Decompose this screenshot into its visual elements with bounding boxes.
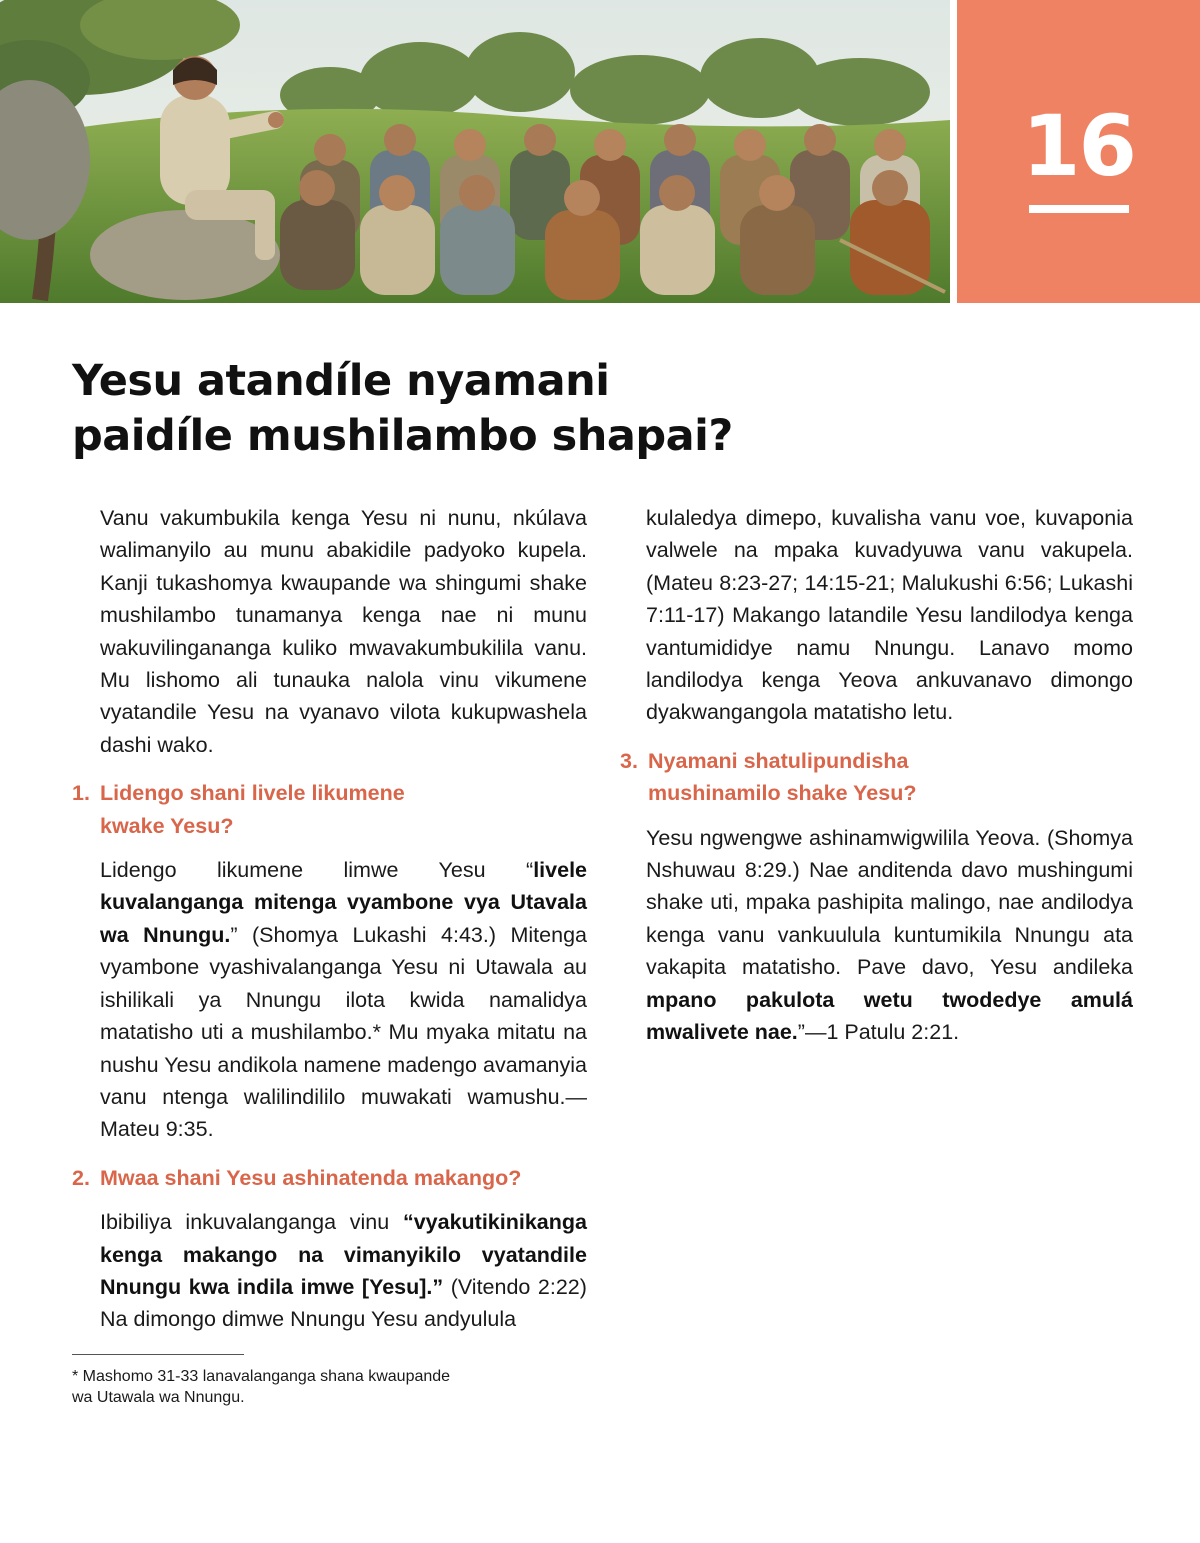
left-column [72,502,587,1336]
page-title [72,354,932,464]
section-1-paragraph [100,854,587,1146]
question-2-number: 2. [72,1165,90,1190]
footnote-line-1: * Mashomo 31-33 lanavalanganga shana kwaupande [72,1368,451,1385]
section-1-text-b: ” (Shomya Lukashi 4:43.) Mitenga vyambone vyashivalanganga Yesu ni Utawala au ishilikali ya Nnungu ilota kwida namalidya matatisho uti a mushilambo.* Mu myaka mitatu na nushu Yesu andikola namene madengo avamanyia vanu ntenga walilindililo muwakati wamushu.—Mateu 9:35. [100,922,587,1142]
question-3-number: 3. [620,748,638,773]
question-3-line-2: mushinamilo shake Yesu? [648,781,917,806]
hero-photo [0,0,950,303]
lesson-number: 16 [1022,97,1135,195]
footnote-divider [72,1354,244,1355]
lesson-number-underline [1029,205,1129,213]
question-3-line-1: Nyamani shatulipundisha [648,748,909,773]
right-column [620,502,1133,1049]
lesson-number-badge [957,0,1200,303]
section-3-text-bold: mpano pakulota wetu twodedye amulá mwalivete nae. [646,987,1133,1045]
question-2 [72,1162,587,1194]
section-3-paragraph [646,822,1133,1049]
section-3-text-a: Yesu ngwengwe ashinamwigwilila Yeova. (Shomya Nshuwau 8:29.) Nae anditenda davo mushingumi shake uti, mpaka pashipita malingo, nae andilodya kenga vanu vankuulula kuntumikila Nnungu ata vakapita matatisho. Pave davo, Yesu andileka [646,825,1133,980]
page-title-line-1: Yesu atandíle nyamani [72,356,610,406]
question-2-text: Mwaa shani Yesu ashinatenda makango? [100,1165,522,1190]
question-1-line-1: Lidengo shani livele likumene [100,781,405,806]
footnote-line-2: wa Utawala wa Nnungu. [72,1389,245,1406]
footnote [72,1366,532,1408]
section-1-text-bold: livele kuvalanganga mitenga vyambone vya Utavala wa Nnungu. [100,858,587,947]
question-1-number: 1. [72,781,90,806]
section-1-text-a: Lidengo likumene limwe Yesu “ [100,858,534,883]
section-3-text-b: ”—1 Patulu 2:21. [797,1020,960,1045]
question-1-line-2: kwake Yesu? [100,813,234,838]
section-2-paragraph-continued: kulaledya dimepo, kuvalisha vanu voe, kuvaponia valwele na mpaka kuvadyuwa vanu vakupela. (Mateu 8:23-27; 14:15-21; Malukushi 6:56; Lukashi 7:11-17) Makango latandile Yesu landilodya kenga vantumididye namu Nnungu. Lanavo momo landilodya kenga Yeova ankuvanavo dimongo dyakwangangola matatisho letu. [646,506,1133,725]
page-title-line-2: paidíle mushilambo shapai? [72,411,733,461]
question-1 [72,777,587,842]
question-3 [620,745,1133,810]
section-2-paragraph-start: Ibibiliya inkuvalanganga vinu “vyakutikinikanga kenga makango na vimanyikilo vyatandile Nnungu kwa indila imwe [Yesu].” (Vitendo 2:22) Na dimongo dimwe Nnungu Yesu andyulula [100,1210,587,1332]
intro-paragraph: Vanu vakumbukila kenga Yesu ni nunu, nkúlava walimanyilo au munu abakidile padyoko kupela. Kanji tukashomya kwaupande wa shingumi shake mushilambo tunamanya kenga nae ni munu wakuvilingananga kuliko mwavakumbukilila vanu. Mu lishomo ali tunauka nalola vinu vikumene vyatandile Yesu na vyanavo vilota kukupwashela dashi wako. [100,506,587,757]
